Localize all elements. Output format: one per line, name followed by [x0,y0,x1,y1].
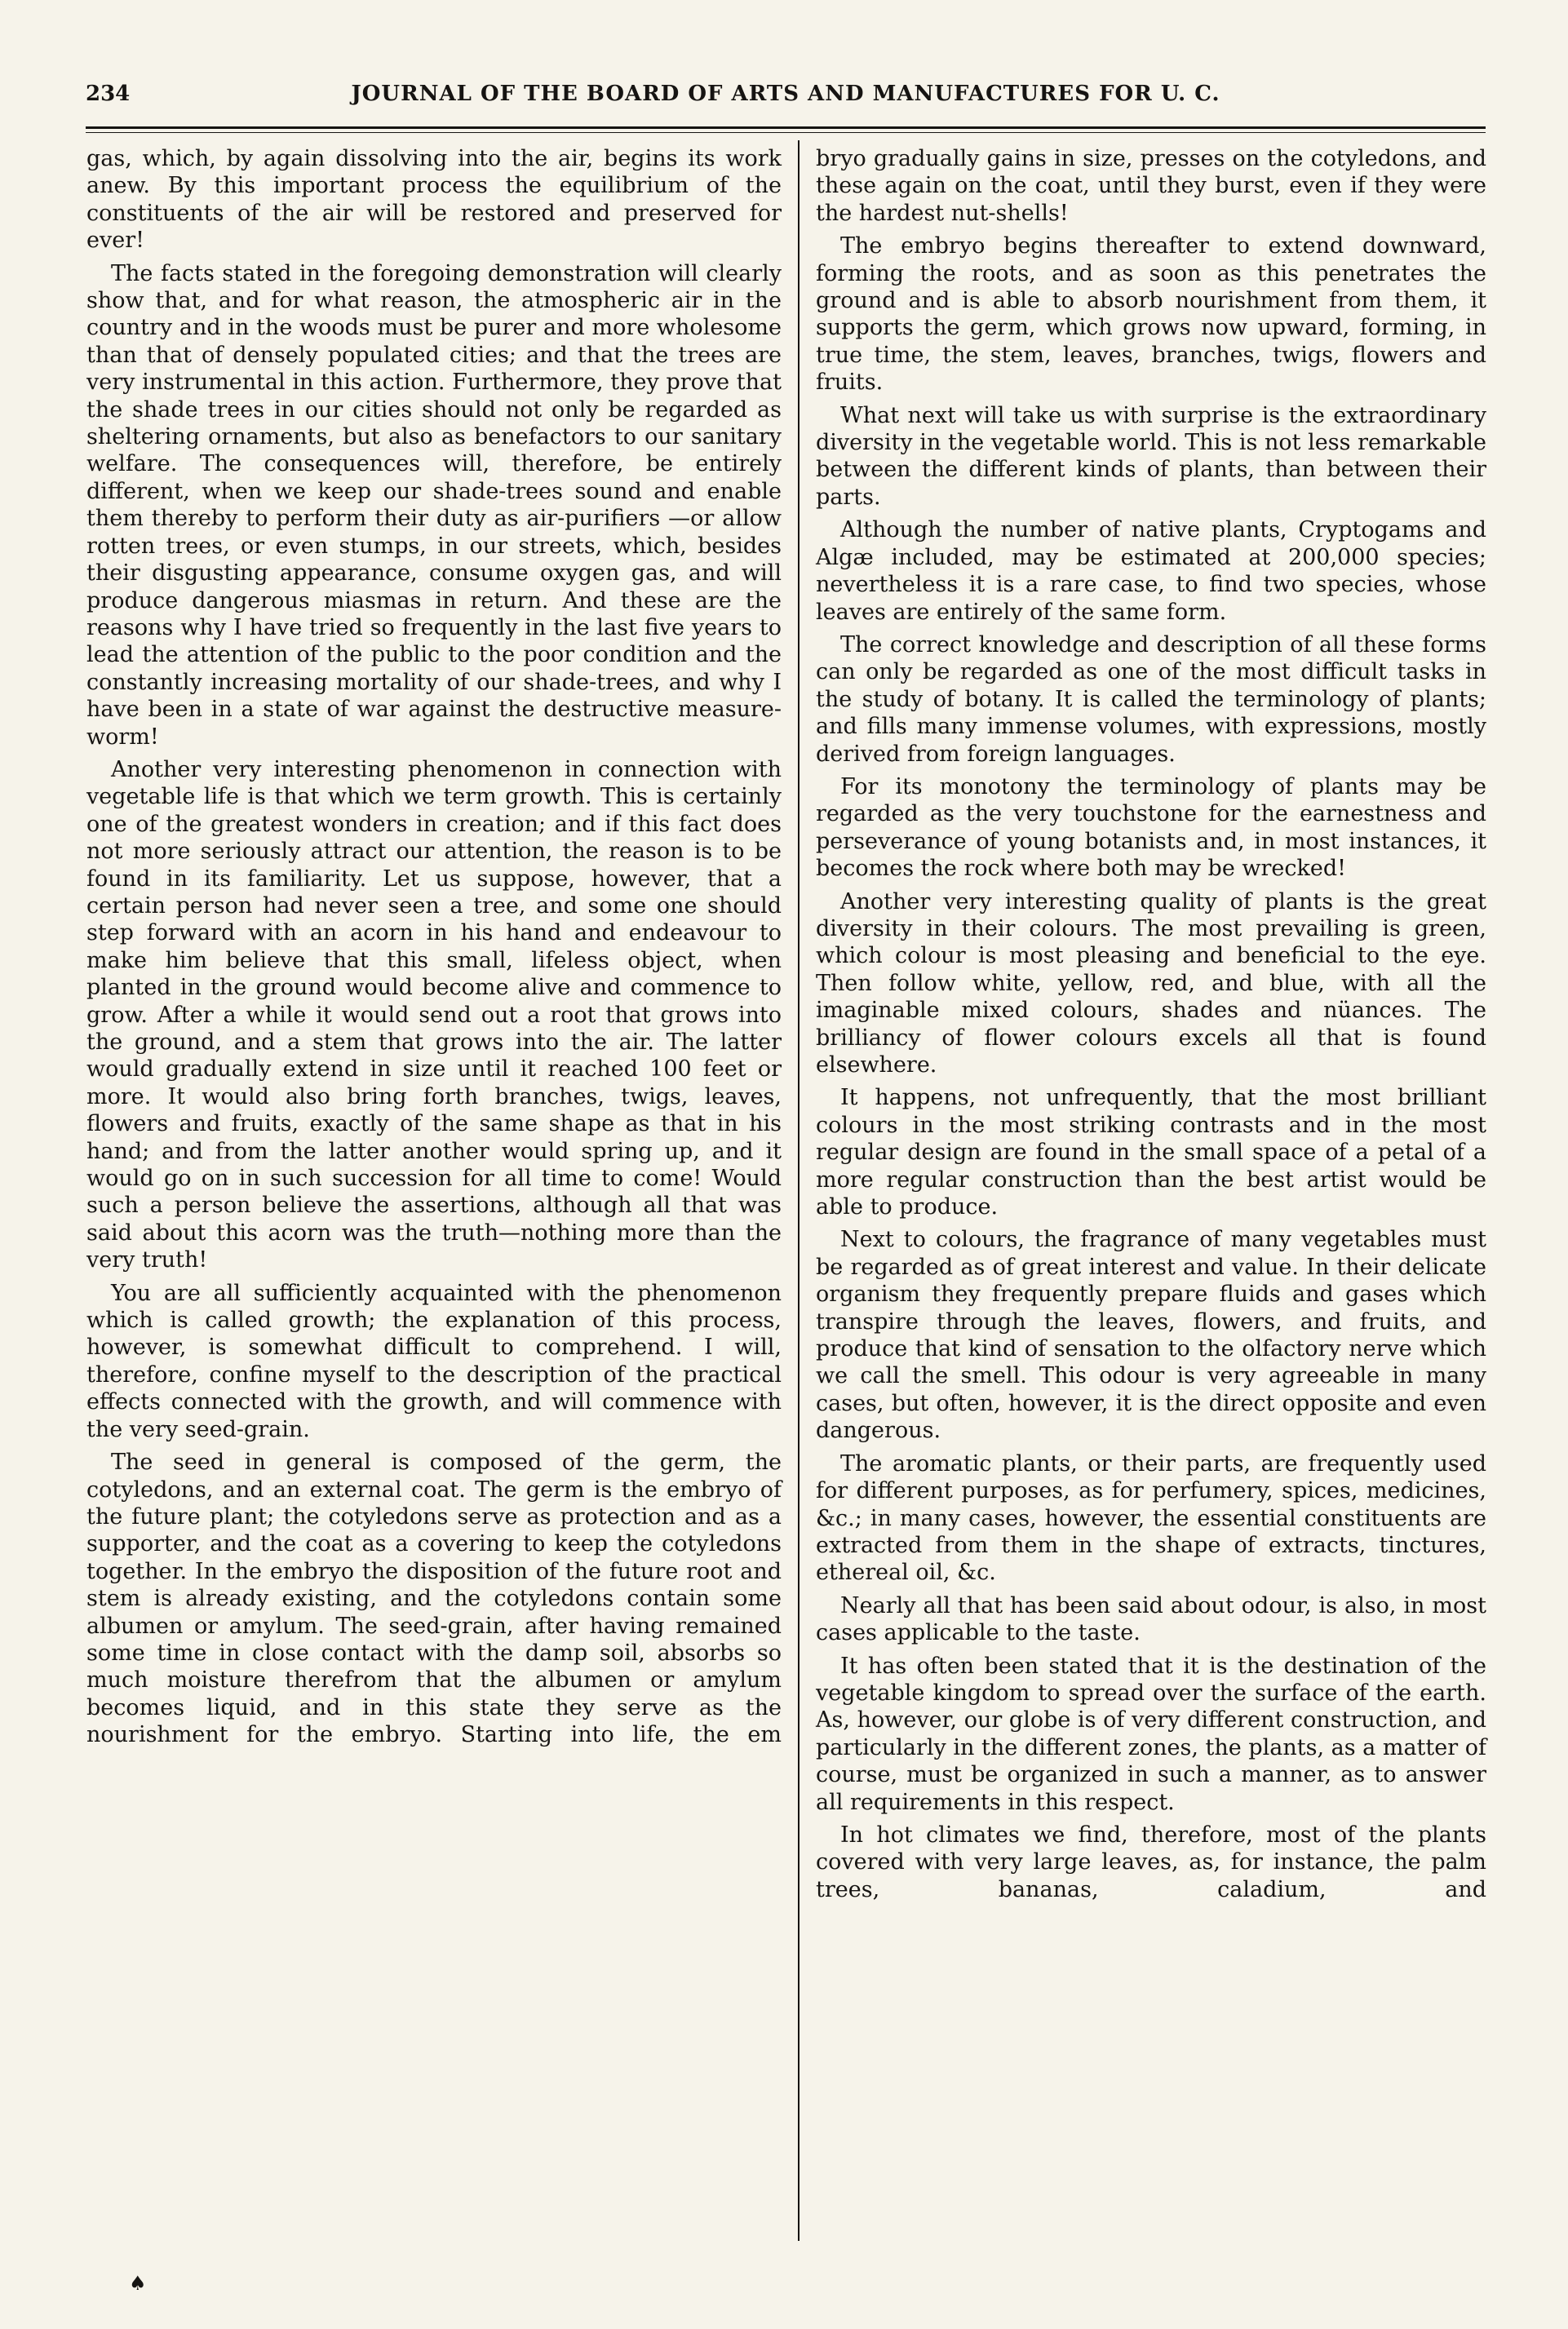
header-rule-thin [86,132,1486,133]
paragraph: The aromatic plants, or their parts, are frequently used for different purposes, as for perfumery, spices, medicines, &c.; in many cases, however, the essential constituents are extracted from them in the shape of extracts, tinctures, ethereal oil, &c. [816,1450,1486,1586]
paragraph: Although the number of native plants, Cryptogams and Algæ included, may be estimated at 200,000 species; nevertheless it is a rare case, to find two species, whose leaves are entirely of the same form. [816,517,1486,625]
paragraph: It happens, not unfrequently, that the most brilliant colours in the most striking contrasts and in the most regular design are found in the small space of a petal of a more regular construction than the best artist would be able to produce. [816,1085,1486,1220]
page-number: 234 [86,82,131,106]
paragraph: bryo gradually gains in size, presses on the cotyledons, and these again on the coat, until they burst, even if they were the hardest nut-shells! [816,146,1486,226]
header-rule-thick [86,126,1486,129]
paragraph: Another very interesting quality of plants is the great diversity in their colours. The most prevailing is green, which colour is most pleasing and beneficial to the eye. Then follow white, yellow, red, and blue, with all the imaginable mixed colours, shades and nüances. The brilliancy of flower colours excels all that is found elsewhere. [816,888,1486,1078]
paragraph: The facts stated in the foregoing demonstration will clearly show that, and for what reason, the atmospheric air in the country and in the woods must be purer and more wholesome than that of densely populated cities; and that the trees are very instrumental in this action. Furthermore, they prove that the shade trees in our cities should not only be regarded as sheltering ornaments, but also as benefactors to our sanitary welfare. The consequences will, therefore, be entirely different, when we keep our shade-trees sound and enable them thereby to perform their duty as air-purifiers —or allow rotten trees, or even stumps, in our streets, which, besides their disgusting appearance, consume oxygen gas, and will produce dangerous miasmas in return. And these are the reasons why I have tried so frequently in the last five years to lead the attention of the public to the poor condition and the constantly increasing mortality of our shade-trees, and why I have been in a state of war against the destructive measure-worm! [86,260,782,750]
paragraph: What next will take us with surprise is the extraordinary diversity in the vegetable world. This is not less remarkable between the different kinds of plants, than between their parts. [816,402,1486,510]
column-divider [798,140,800,2241]
paragraph: In hot climates we find, therefore, most of the plants covered with very large leaves, as, for instance, the palm trees, bananas, caladium, and [816,1822,1486,1902]
running-head: JOURNAL OF THE BOARD OF ARTS AND MANUFACTURES FOR U. C. [351,82,1220,106]
paragraph: You are all sufficiently acquainted with the phenomenon which is called growth; the explanation of this process, however, is somewhat difficult to comprehend. I will, therefore, confine myself to the description of the practical effects connected with the growth, and will commence with the very seed-grain. [86,1280,782,1442]
paragraph: Another very interesting phenomenon in connection with vegetable life is that which we term growth. This is certainly one of the greatest wonders in creation; and if this fact does not more seriously attract our attention, the reason is to be found in its familiarity. Let us suppose, however, that a certain person had never seen a tree, and some one should step forward with an acorn in his hand and endeavour to make him believe that this small, lifeless object, when planted in the ground would become alive and commence to grow. After a while it would send out a root that grows into the ground, and a stem that grows into the air. The latter would gradually extend in size until it reached 100 feet or more. It would also bring forth branches, twigs, leaves, flowers and fruits, exactly of the same shape as that in his hand; and from the latter another would spring up, and it would go on in such succession for all time to come! Would such a person believe the assertions, although all that was said about this acorn was the truth—nothing more than the very truth! [86,756,782,1273]
paragraph: For its monotony the terminology of plants may be regarded as the very touchstone for the earnestness and perseverance of young botanists and, in most instances, it becomes the rock where both may be wrecked! [816,773,1486,882]
paragraph: The correct knowledge and description of all these forms can only be regarded as one of the most difficult tasks in the study of botany. It is called the terminology of plants; and fills many immense volumes, with expressions, mostly derived from foreign languages. [816,631,1486,767]
paragraph: Next to colours, the fragrance of many vegetables must be regarded as of great interest and value. In their delicate organism they frequently prepare fluids and gases which transpire through the leaves, flowers, and fruits, and produce that kind of sensation to the olfactory nerve which we call the smell. This odour is very agreeable in many cases, but often, however, it is the direct opposite and even dangerous. [816,1227,1486,1444]
page-header [86,82,1486,122]
right-column [816,145,1486,1909]
paragraph: The embryo begins thereafter to extend downward, forming the roots, and as soon as this penetrates the ground and is able to absorb nourishment from them, it supports the germ, which grows now upward, forming, in true time, the stem, leaves, branches, twigs, flowers and fruits. [816,233,1486,396]
paragraph: Nearly all that has been said about odour, is also, in most cases applicable to the taste. [816,1592,1486,1646]
paragraph: The seed in general is composed of the germ, the cotyledons, and an external coat. The germ is the embryo of the future plant; the cotyledons serve as protection and as a supporter, and the coat as a covering to keep the cotyledons together. In the embryo the disposition of the future root and stem is already existing, and the cotyledons contain some albumen or amylum. The seed-grain, after having remained some time in close contact with the damp soil, absorbs so much moisture therefrom that the albumen or amylum becomes liquid, and in this state they serve as the nourishment for the embryo. Starting into life, the em [86,1450,782,1748]
bottom-mark: ♠ [129,2272,147,2295]
paragraph: gas, which, by again dissolving into the air, begins its work anew. By this important process the equilibrium of the constituents of the air will be restored and preserved for ever! [86,146,782,254]
paragraph: It has often been stated that it is the destination of the vegetable kingdom to spread over the surface of the earth. As, however, our globe is of very different construction, and particularly in the different zones, the plants, as a matter of course, must be organized in such a manner, as to answer all requirements in this respect. [816,1653,1486,1815]
left-column [86,145,782,1755]
